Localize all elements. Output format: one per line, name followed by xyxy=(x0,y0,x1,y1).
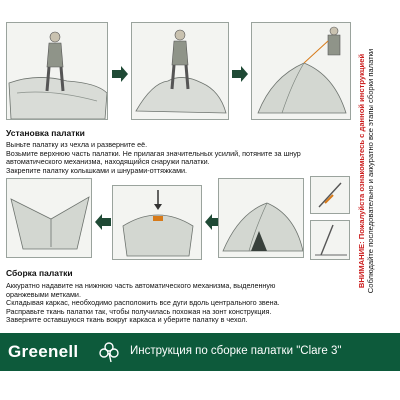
assembly-line: Складывая каркас, необходимо расположить все дуги вдоль центрального звена. xyxy=(6,298,280,308)
warning-red-text: ВНИМАНИЕ: Пожалуйста ознакомьтесь с данной инструкцией xyxy=(357,53,366,289)
warning-sidebar xyxy=(354,26,400,316)
setup-line: Закрепите палатку колышками и шнурами-оттяжками. xyxy=(6,165,188,175)
footer-bar xyxy=(0,333,400,371)
assembly-paragraph xyxy=(6,282,351,325)
assembly-line: Расправьте ткань палатки так, чтобы получилась похожая на зонт конструкция. xyxy=(6,306,272,316)
assembly-line: Заверните оставшуюся ткань вокруг каркаса и уберите палатку в чехол. xyxy=(6,315,248,325)
step-4-fold-image xyxy=(6,178,92,258)
step-5-press-mechanism-image xyxy=(112,185,202,260)
stake-detail-bottom-image xyxy=(310,220,350,260)
assembly-line: оранжевыми метками. xyxy=(6,289,81,299)
stake-detail-top-image xyxy=(310,176,350,214)
warning-black-text: Соблюдайте последовательно и аккуратно все этапы сборки палатки xyxy=(366,48,375,294)
brand-logo: Greenell xyxy=(8,342,79,361)
setup-heading: Установка палатки xyxy=(6,128,85,138)
step-1-unfold-image xyxy=(6,22,108,120)
footer-title: Инструкция по сборке палатки "Clare 3" xyxy=(130,345,342,357)
setup-line: Возьмите верхнюю часть палатки. Не прилагая значительных усилий, потяните за шнур xyxy=(6,148,301,158)
step-3-pull-cord-image xyxy=(251,22,351,120)
assembly-line: Аккуратно надавите на нижнюю часть автоматического механизма, выделенную xyxy=(6,281,276,290)
clover-icon xyxy=(98,341,120,363)
step-2-lift-tent-image xyxy=(131,22,229,120)
arrow-left-icon xyxy=(94,214,112,230)
arrow-right-icon xyxy=(111,66,129,82)
setup-line: автоматического механизма, находящийся снаружи палатки. xyxy=(6,157,210,167)
setup-line: Выньте палатку из чехла и разверните её. xyxy=(6,140,148,149)
step-6-pitched-tent-image xyxy=(218,178,304,258)
arrow-right-icon xyxy=(231,66,249,82)
setup-paragraph xyxy=(6,141,351,175)
assembly-heading: Сборка палатки xyxy=(6,268,73,278)
